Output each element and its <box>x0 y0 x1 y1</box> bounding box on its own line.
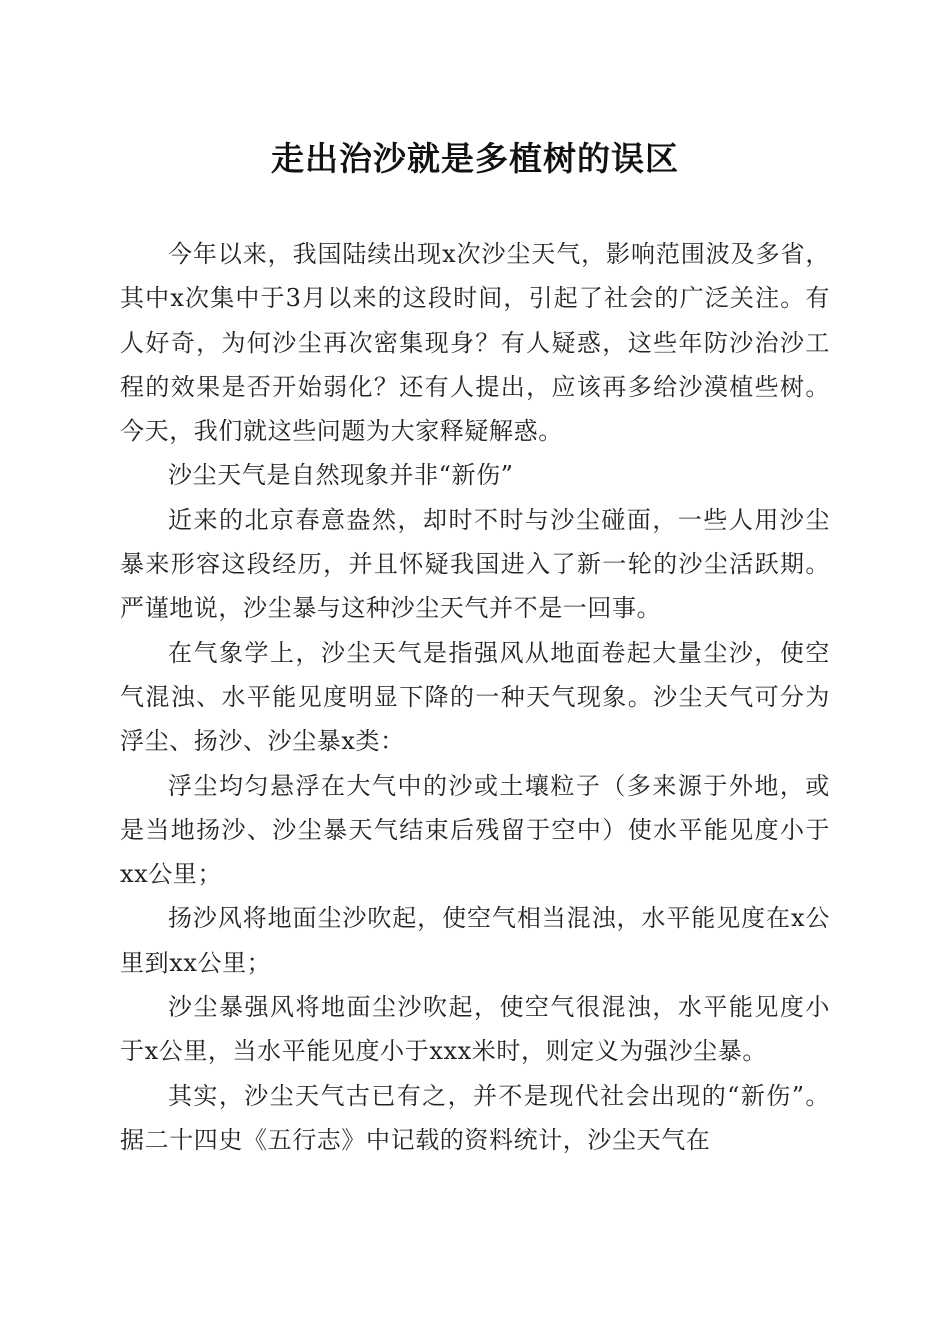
paragraph-history: 其实，沙尘天气古已有之，并不是现代社会出现的“新伤”。据二十四史《五行志》中记载的资料统计，沙尘天气在 <box>120 1081 830 1154</box>
paragraph-sandstorm: 沙尘暴强风将地面尘沙吹起，使空气很混浊，水平能见度小于x公里，当水平能见度小于xxx米时，则定义为强沙尘暴。 <box>120 993 830 1066</box>
paragraph-beijing: 近来的北京春意盎然，却时不时与沙尘碰面，一些人用沙尘暴来形容这段经历，并且怀疑我国进入了新一轮的沙尘活跃期。严谨地说，沙尘暴与这种沙尘天气并不是一回事。 <box>120 505 830 623</box>
document-body <box>120 232 830 1162</box>
document-title: 走出治沙就是多植树的误区 <box>271 139 679 178</box>
paragraph-intro: 今年以来，我国陆续出现x次沙尘天气，影响范围波及多省，其中x次集中于3月以来的这段时间，引起了社会的广泛关注。有人好奇，为何沙尘再次密集现身？有人疑惑，这些年防沙治沙工程的效果是否开始弱化？还有人提出，应该再多给沙漠植些树。今天，我们就这些问题为大家释疑解惑。 <box>120 240 830 446</box>
paragraph-definition: 在气象学上，沙尘天气是指强风从地面卷起大量尘沙，使空气混浊、水平能见度明显下降的一种天气现象。沙尘天气可分为浮尘、扬沙、沙尘暴x类： <box>120 638 830 756</box>
paragraph-floating-dust: 浮尘均匀悬浮在大气中的沙或土壤粒子（多来源于外地，或是当地扬沙、沙尘暴天气结束后残留于空中）使水平能见度小于xx公里； <box>120 771 830 889</box>
paragraph-subheading: 沙尘天气是自然现象并非“新伤” <box>168 461 514 490</box>
paragraph-blowing-sand: 扬沙风将地面尘沙吹起，使空气相当混浊，水平能见度在x公里到xx公里； <box>120 904 830 977</box>
